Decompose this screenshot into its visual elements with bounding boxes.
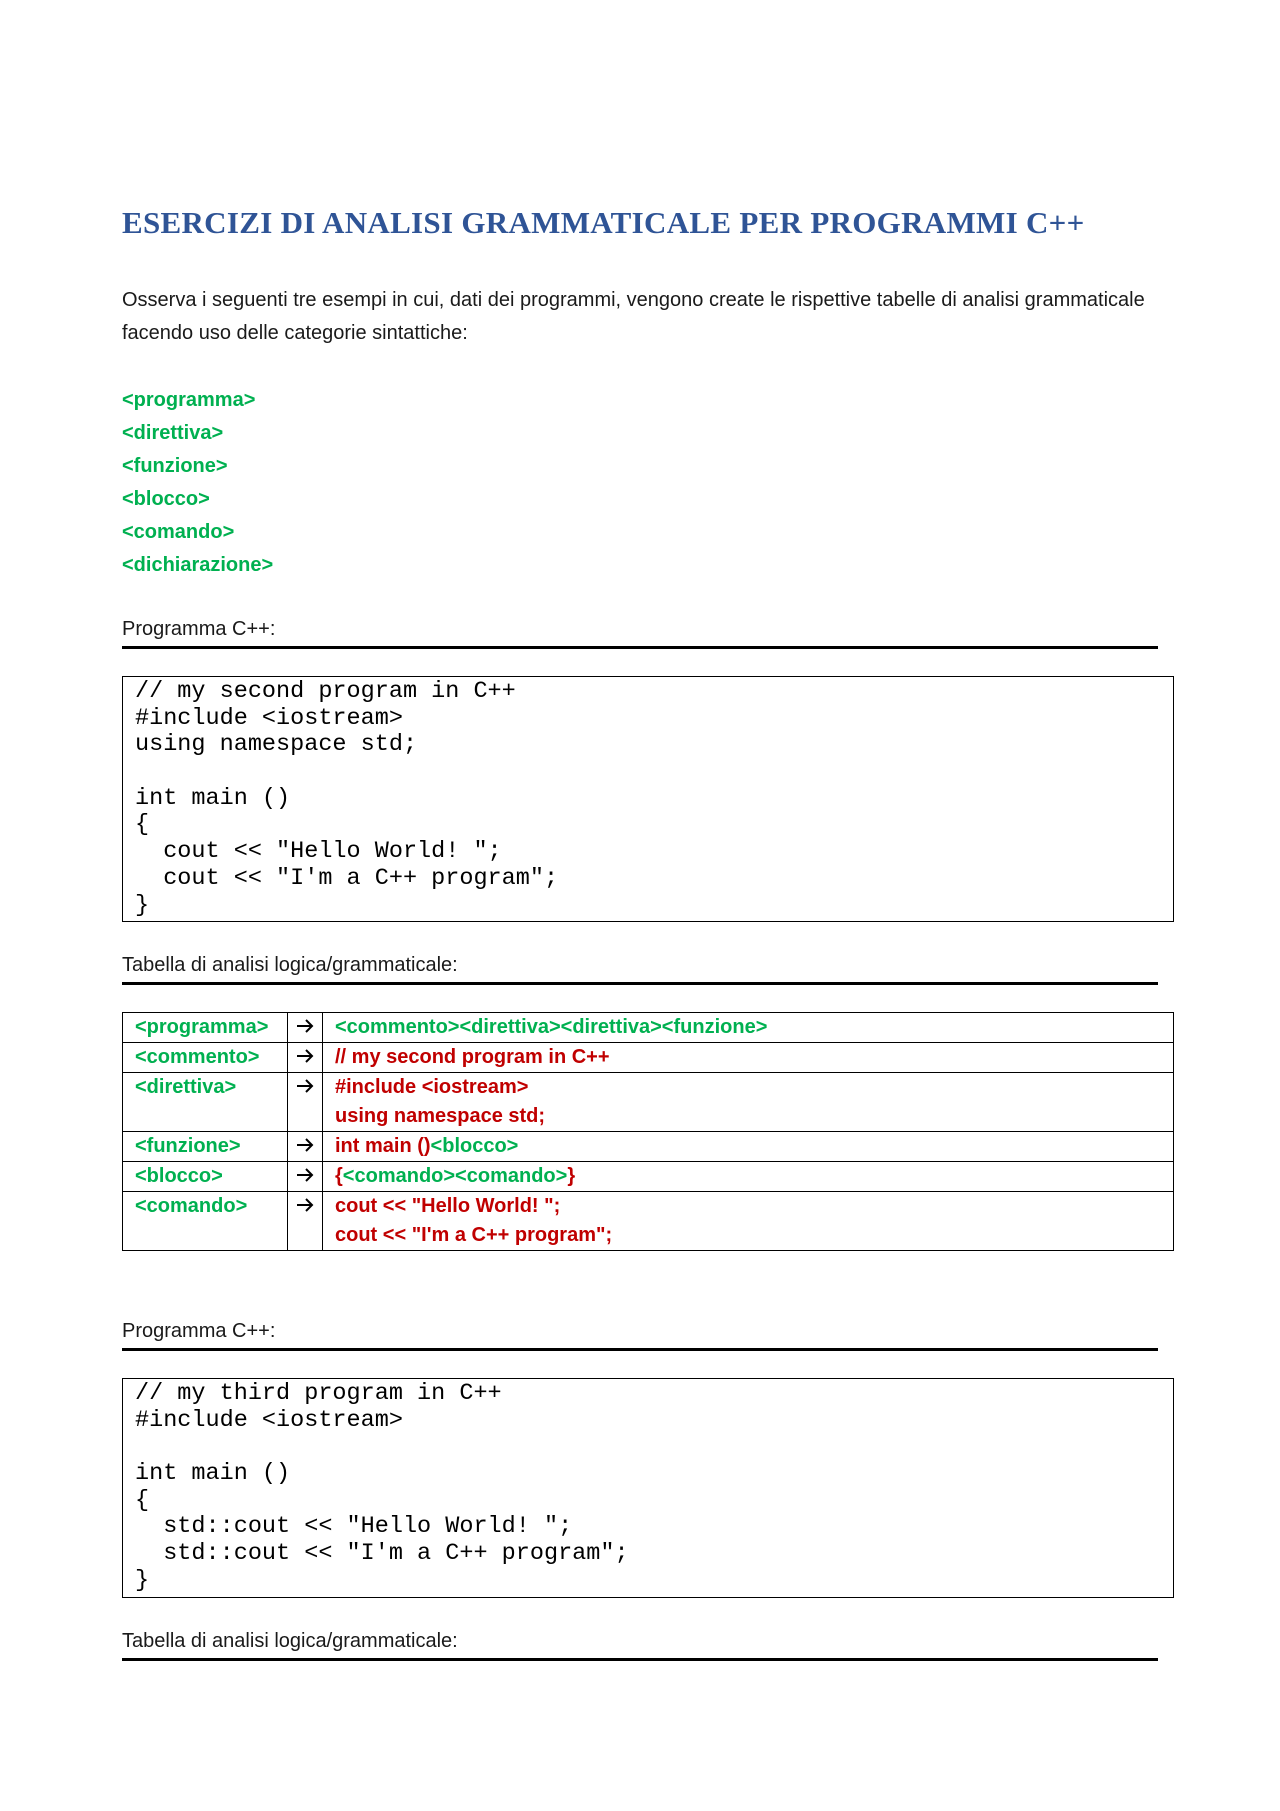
table-label-1: Tabella di analisi logica/grammaticale: (122, 952, 1158, 985)
arrow-cell (288, 1043, 323, 1073)
code-line (135, 1434, 1161, 1461)
code-token: cout << "I'm a C++ program"; (335, 1224, 613, 1246)
code-line: // my third program in C++ (135, 1380, 502, 1407)
code-line: std::cout << "I'm a C++ program"; (135, 1540, 629, 1568)
intro-paragraph: Osserva i seguenti tre esempi in cui, dati dei programmi, vengono create le rispettive tabelle di analisi grammaticale facendo uso delle categorie sintattiche: (122, 289, 1145, 344)
rhs-cell (323, 1073, 1174, 1132)
code-line: std::cout << "Hello World! "; (135, 1513, 573, 1541)
table-row (123, 1073, 1174, 1132)
code-block-1 (122, 676, 1174, 922)
code-line: } (135, 1566, 150, 1594)
rhs-cell (323, 1132, 1174, 1162)
right-arrow-icon (295, 1048, 315, 1064)
code-token: cout << "Hello World! "; (335, 1195, 561, 1217)
code-line: cout << "I'm a C++ program"; (135, 864, 559, 892)
code-token: } (567, 1165, 576, 1187)
grammar-symbol: <comando><comando> (342, 1165, 568, 1187)
rhs-cell (323, 1043, 1174, 1073)
grammar-symbol: <commento><direttiva><direttiva><funzione> (335, 1016, 768, 1038)
arrow-cell (288, 1162, 323, 1192)
rhs-cell (323, 1192, 1174, 1251)
code-block-2 (122, 1378, 1174, 1598)
category-item: <comando> (122, 521, 235, 543)
rhs-line (335, 1221, 1173, 1250)
lhs-cell: <comando> (123, 1192, 288, 1251)
category-item: <dichiarazione> (122, 554, 274, 576)
table-label-2: Tabella di analisi logica/grammaticale: (122, 1628, 1158, 1661)
category-item: <direttiva> (122, 422, 224, 444)
table-row (123, 1132, 1174, 1162)
program-label-2: Programma C++: (122, 1318, 1158, 1351)
grammar-symbol: <blocco> (430, 1135, 519, 1157)
code-line: #include <iostream> (135, 704, 403, 732)
page-title: ESERCIZI DI ANALISI GRAMMATICALE PER PROGRAMMI C++ (122, 205, 1085, 240)
code-token: { (335, 1165, 343, 1187)
code-line: int main () (135, 1460, 291, 1488)
category-item: <funzione> (122, 455, 228, 477)
lhs-cell: <funzione> (123, 1132, 288, 1162)
code-line: } (135, 891, 150, 919)
right-arrow-icon (295, 1137, 315, 1153)
code-line: cout << "Hello World! "; (135, 838, 502, 866)
code-token: #include <iostream> (335, 1076, 529, 1098)
rhs-line (335, 1132, 1173, 1161)
code-line: // my second program in C++ (135, 678, 516, 705)
lhs-cell: <commento> (123, 1043, 288, 1073)
rhs-line (335, 1073, 1173, 1102)
rhs-line (335, 1102, 1173, 1131)
arrow-cell (288, 1073, 323, 1132)
analysis-table-1 (122, 1012, 1174, 1251)
rhs-cell (323, 1162, 1174, 1192)
table-row (123, 1162, 1174, 1192)
category-list (122, 384, 273, 582)
rhs-line (335, 1043, 1173, 1072)
right-arrow-icon (295, 1197, 315, 1213)
program-label-1: Programma C++: (122, 616, 1158, 649)
code-line: { (135, 1486, 150, 1514)
category-item: <blocco> (122, 488, 210, 510)
rhs-cell (323, 1013, 1174, 1043)
lhs-cell: <blocco> (123, 1162, 288, 1192)
rhs-line (335, 1162, 1173, 1191)
table-row (123, 1013, 1174, 1043)
rhs-line (335, 1192, 1173, 1221)
right-arrow-icon (295, 1167, 315, 1183)
arrow-cell (288, 1013, 323, 1043)
code-token: using namespace std; (335, 1105, 546, 1127)
right-arrow-icon (295, 1078, 315, 1094)
code-token: // my second program in C++ (335, 1046, 610, 1068)
category-item: <programma> (122, 389, 256, 411)
lhs-cell: <direttiva> (123, 1073, 288, 1132)
code-token: int main () (335, 1135, 431, 1157)
code-line: { (135, 811, 150, 839)
table-row (123, 1043, 1174, 1073)
code-line: using namespace std; (135, 731, 418, 759)
code-line: #include <iostream> (135, 1406, 403, 1434)
table-row (123, 1192, 1174, 1251)
lhs-cell: <programma> (123, 1013, 288, 1043)
code-line: int main () (135, 784, 291, 812)
arrow-cell (288, 1132, 323, 1162)
arrow-cell (288, 1192, 323, 1251)
rhs-line (335, 1013, 1173, 1042)
code-line (135, 759, 1161, 786)
right-arrow-icon (295, 1018, 315, 1034)
